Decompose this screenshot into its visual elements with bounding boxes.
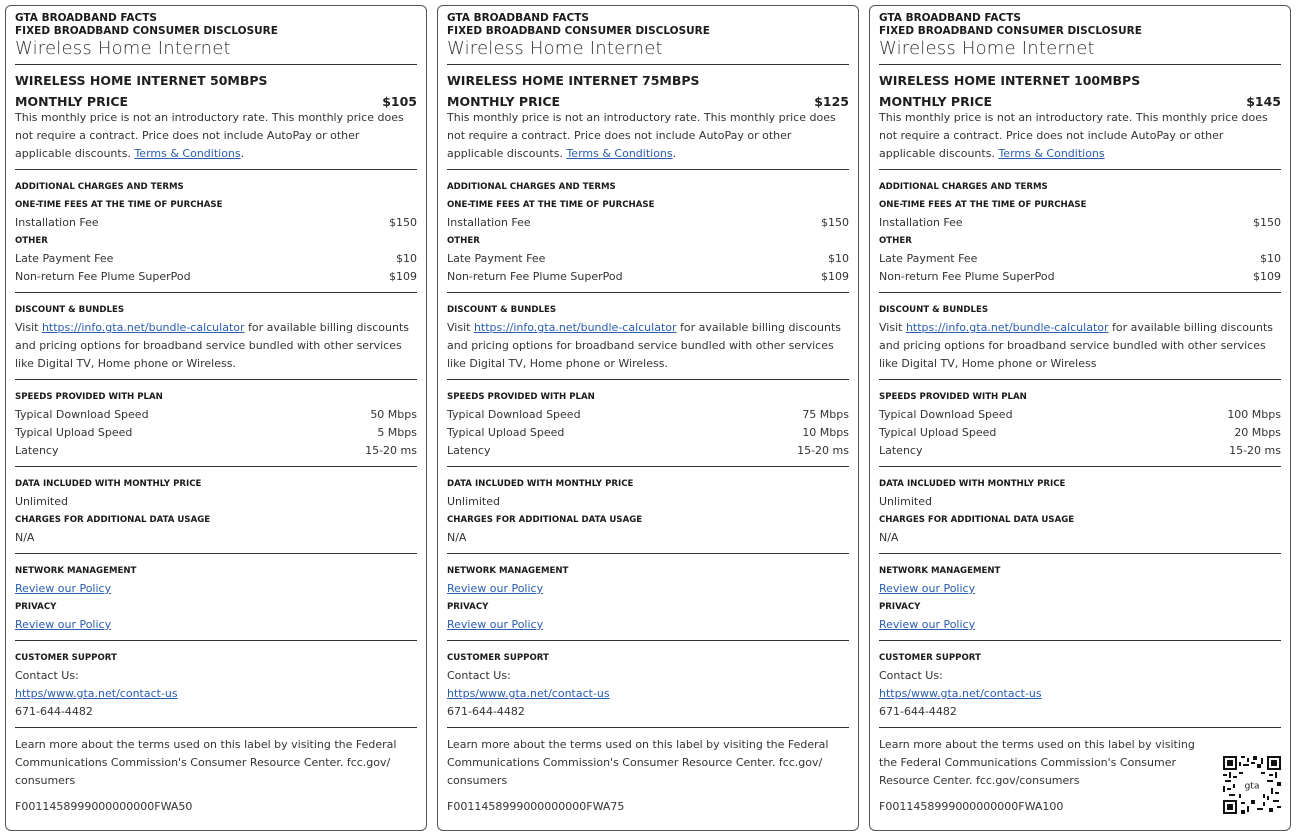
header-line2: FIXED BROADBAND CONSUMER DISCLOSURE bbox=[447, 25, 710, 37]
installation-fee-row bbox=[879, 214, 1281, 232]
installation-fee-value: $150 bbox=[821, 216, 849, 229]
download-label: Typical Download Speed bbox=[447, 408, 581, 421]
privacy-title: PRIVACY bbox=[15, 602, 57, 612]
label-id: F0011458999000000000FWA50 bbox=[15, 800, 193, 813]
discount-text bbox=[447, 319, 849, 373]
other-title: OTHER bbox=[15, 236, 48, 246]
late-fee-label: Late Payment Fee bbox=[879, 252, 978, 265]
other-title: OTHER bbox=[879, 236, 912, 246]
late-fee-row bbox=[15, 250, 417, 268]
upload-row bbox=[879, 424, 1281, 442]
download-value: 50 Mbps bbox=[370, 408, 417, 421]
fcc-footer-text: Learn more about the terms used on this label by visiting the Federal Communications Commission's Consumer Resource Center. fcc.gov/consumers bbox=[879, 738, 1195, 787]
one-time-fees-title: ONE-TIME FEES AT THE TIME OF PURCHASE bbox=[447, 200, 655, 210]
monthly-price-value: $105 bbox=[382, 94, 417, 109]
upload-value: 10 Mbps bbox=[802, 426, 849, 439]
latency-value: 15-20 ms bbox=[365, 444, 417, 457]
data-included-value: Unlimited bbox=[15, 495, 68, 508]
network-policy-link[interactable]: Review our Policy bbox=[447, 582, 544, 595]
data-included-value: Unlimited bbox=[879, 495, 932, 508]
divider bbox=[879, 64, 1281, 65]
broadband-label-75 bbox=[437, 5, 859, 831]
discount-text bbox=[15, 319, 417, 373]
contact-link[interactable]: https/www.gta.net/contact-us bbox=[879, 687, 1042, 700]
latency-label: Latency bbox=[447, 444, 491, 457]
speeds-title: SPEEDS PROVIDED WITH PLAN bbox=[879, 392, 1027, 402]
price-note-text: This monthly price is not an introductory rate. This monthly price does not require a contract. Price does not include AutoPay or other applicable discounts. bbox=[447, 111, 836, 160]
nonreturn-fee-value: $109 bbox=[389, 270, 417, 283]
nonreturn-fee-value: $109 bbox=[1253, 270, 1281, 283]
header-line2: FIXED BROADBAND CONSUMER DISCLOSURE bbox=[15, 25, 278, 37]
installation-fee-label: Installation Fee bbox=[447, 216, 531, 229]
contact-link[interactable]: https/www.gta.net/contact-us bbox=[15, 687, 178, 700]
discount-prefix: Visit bbox=[15, 321, 42, 334]
download-row bbox=[879, 406, 1281, 424]
upload-label: Typical Upload Speed bbox=[15, 426, 133, 439]
contact-label: Contact Us: bbox=[447, 669, 511, 682]
privacy-policy-link[interactable]: Review our Policy bbox=[15, 618, 112, 631]
installation-fee-value: $150 bbox=[1253, 216, 1281, 229]
late-fee-label: Late Payment Fee bbox=[447, 252, 546, 265]
plan-name: WIRELESS HOME INTERNET 50MBPS bbox=[15, 73, 268, 88]
nonreturn-fee-row bbox=[447, 268, 849, 286]
broadband-label-50 bbox=[5, 5, 427, 831]
network-management-title: NETWORK MANAGEMENT bbox=[15, 566, 137, 576]
privacy-title: PRIVACY bbox=[447, 602, 489, 612]
discount-title: DISCOUNT & BUNDLES bbox=[879, 305, 989, 315]
terms-link[interactable]: Terms & Conditions bbox=[998, 147, 1105, 160]
latency-label: Latency bbox=[879, 444, 923, 457]
monthly-price-row bbox=[447, 94, 849, 109]
fcc-footer-text: Learn more about the terms used on this label by visiting the Federal Communications Commission's Consumer Resource Center. fcc.gov/ consumers bbox=[15, 738, 397, 787]
additional-data-title: CHARGES FOR ADDITIONAL DATA USAGE bbox=[447, 515, 643, 525]
plan-name: WIRELESS HOME INTERNET 75MBPS bbox=[447, 73, 700, 88]
terms-link[interactable]: Terms & Conditions bbox=[134, 147, 241, 160]
support-phone: 671-644-4482 bbox=[15, 705, 93, 718]
nonreturn-fee-row bbox=[15, 268, 417, 286]
bundle-calculator-link[interactable]: https://info.gta.net/bundle-calculator bbox=[473, 321, 677, 334]
discount-title: DISCOUNT & BUNDLES bbox=[447, 305, 557, 315]
terms-link[interactable]: Terms & Conditions bbox=[566, 147, 673, 160]
data-included-title: DATA INCLUDED WITH MONTHLY PRICE bbox=[15, 479, 202, 489]
discount-suffix: for available billing discounts and pricing options for broadband service bundled with other services like Digital TV, Home phone or Wireless. bbox=[15, 321, 409, 370]
header-subtitle: Wireless Home Internet bbox=[15, 38, 231, 59]
additional-charges-title: ADDITIONAL CHARGES AND TERMS bbox=[15, 182, 184, 192]
installation-fee-label: Installation Fee bbox=[879, 216, 963, 229]
header-line1: GTA BROADBAND FACTS bbox=[447, 12, 589, 24]
qr-logo-text: gta bbox=[1244, 780, 1260, 792]
upload-value: 5 Mbps bbox=[377, 426, 417, 439]
additional-charges-title: ADDITIONAL CHARGES AND TERMS bbox=[447, 182, 616, 192]
speeds-title: SPEEDS PROVIDED WITH PLAN bbox=[15, 392, 163, 402]
price-note-text: This monthly price is not an introductory rate. This monthly price does not require a contract. Price does not include AutoPay or other applicable discounts. bbox=[879, 111, 1268, 160]
nonreturn-fee-row bbox=[879, 268, 1281, 286]
monthly-price-row bbox=[879, 94, 1281, 109]
customer-support-title: CUSTOMER SUPPORT bbox=[879, 653, 981, 663]
data-included-value: Unlimited bbox=[447, 495, 500, 508]
late-fee-value: $10 bbox=[1260, 252, 1281, 265]
label-id: F0011458999000000000FWA100 bbox=[879, 800, 1064, 813]
download-value: 100 Mbps bbox=[1227, 408, 1281, 421]
monthly-price-row bbox=[15, 94, 417, 109]
upload-label: Typical Upload Speed bbox=[447, 426, 565, 439]
discount-prefix: Visit bbox=[447, 321, 474, 334]
late-fee-value: $10 bbox=[396, 252, 417, 265]
additional-data-value: N/A bbox=[447, 531, 467, 544]
additional-data-title: CHARGES FOR ADDITIONAL DATA USAGE bbox=[879, 515, 1075, 525]
download-value: 75 Mbps bbox=[802, 408, 849, 421]
one-time-fees-title: ONE-TIME FEES AT THE TIME OF PURCHASE bbox=[879, 200, 1087, 210]
speeds-title: SPEEDS PROVIDED WITH PLAN bbox=[447, 392, 595, 402]
data-included-title: DATA INCLUDED WITH MONTHLY PRICE bbox=[879, 479, 1066, 489]
download-label: Typical Download Speed bbox=[15, 408, 149, 421]
discount-suffix: for available billing discounts and pricing options for broadband service bundled with other services like Digital TV, Home phone or Wireless. bbox=[447, 321, 841, 370]
contact-label: Contact Us: bbox=[15, 669, 79, 682]
monthly-price-label: MONTHLY PRICE bbox=[15, 94, 129, 109]
discount-text bbox=[879, 319, 1281, 373]
nonreturn-fee-label: Non-return Fee Plume SuperPod bbox=[447, 270, 623, 283]
installation-fee-value: $150 bbox=[389, 216, 417, 229]
download-row bbox=[15, 406, 417, 424]
network-policy-link[interactable]: Review our Policy bbox=[879, 582, 976, 595]
monthly-price-label: MONTHLY PRICE bbox=[447, 94, 561, 109]
monthly-price-value: $125 bbox=[814, 94, 849, 109]
header-subtitle: Wireless Home Internet bbox=[447, 38, 663, 59]
price-note bbox=[879, 109, 1281, 163]
price-note bbox=[15, 109, 417, 163]
contact-label: Contact Us: bbox=[879, 669, 943, 682]
price-note-text: This monthly price is not an introductory rate. This monthly price does not require a contract. Price does not include AutoPay or other applicable discounts. bbox=[15, 111, 404, 160]
privacy-policy-link[interactable]: Review our Policy bbox=[879, 618, 976, 631]
installation-fee-label: Installation Fee bbox=[15, 216, 99, 229]
additional-charges-title: ADDITIONAL CHARGES AND TERMS bbox=[879, 182, 1048, 192]
bundle-calculator-link[interactable]: https://info.gta.net/bundle-calculator bbox=[41, 321, 245, 334]
upload-value: 20 Mbps bbox=[1234, 426, 1281, 439]
late-fee-row bbox=[447, 250, 849, 268]
one-time-fees-title: ONE-TIME FEES AT THE TIME OF PURCHASE bbox=[15, 200, 223, 210]
privacy-title: PRIVACY bbox=[879, 602, 921, 612]
upload-label: Typical Upload Speed bbox=[879, 426, 997, 439]
bundle-calculator-link[interactable]: https://info.gta.net/bundle-calculator bbox=[905, 321, 1109, 334]
support-phone: 671-644-4482 bbox=[879, 705, 957, 718]
upload-row bbox=[15, 424, 417, 442]
latency-row bbox=[879, 442, 1281, 460]
terms-suffix: . bbox=[240, 147, 245, 160]
download-label: Typical Download Speed bbox=[879, 408, 1013, 421]
latency-row bbox=[15, 442, 417, 460]
additional-data-value: N/A bbox=[15, 531, 35, 544]
terms-suffix: . bbox=[672, 147, 677, 160]
broadband-label-100 bbox=[869, 5, 1291, 831]
late-fee-label: Late Payment Fee bbox=[15, 252, 114, 265]
latency-label: Latency bbox=[15, 444, 59, 457]
divider bbox=[447, 64, 849, 65]
discount-title: DISCOUNT & BUNDLES bbox=[15, 305, 125, 315]
network-management-title: NETWORK MANAGEMENT bbox=[447, 566, 569, 576]
privacy-policy-link[interactable]: Review our Policy bbox=[447, 618, 544, 631]
fcc-footer-text: Learn more about the terms used on this label by visiting the Federal Communications Commission's Consumer Resource Center. fcc.gov/ consumers bbox=[447, 738, 829, 787]
latency-value: 15-20 ms bbox=[1229, 444, 1281, 457]
header-subtitle: Wireless Home Internet bbox=[879, 38, 1095, 59]
monthly-price-label: MONTHLY PRICE bbox=[879, 94, 993, 109]
network-policy-link[interactable]: Review our Policy bbox=[15, 582, 112, 595]
download-row bbox=[447, 406, 849, 424]
support-phone: 671-644-4482 bbox=[447, 705, 525, 718]
additional-data-value: N/A bbox=[879, 531, 899, 544]
customer-support-title: CUSTOMER SUPPORT bbox=[447, 653, 549, 663]
monthly-price-value: $145 bbox=[1246, 94, 1281, 109]
price-note bbox=[447, 109, 849, 163]
label-id: F0011458999000000000FWA75 bbox=[447, 800, 625, 813]
header-line1: GTA BROADBAND FACTS bbox=[879, 12, 1021, 24]
data-included-title: DATA INCLUDED WITH MONTHLY PRICE bbox=[447, 479, 634, 489]
latency-value: 15-20 ms bbox=[797, 444, 849, 457]
customer-support-title: CUSTOMER SUPPORT bbox=[15, 653, 117, 663]
header-line2: FIXED BROADBAND CONSUMER DISCLOSURE bbox=[879, 25, 1142, 37]
installation-fee-row bbox=[447, 214, 849, 232]
installation-fee-row bbox=[15, 214, 417, 232]
additional-data-title: CHARGES FOR ADDITIONAL DATA USAGE bbox=[15, 515, 211, 525]
other-title: OTHER bbox=[447, 236, 480, 246]
plan-name: WIRELESS HOME INTERNET 100MBPS bbox=[879, 73, 1141, 88]
discount-prefix: Visit bbox=[879, 321, 906, 334]
late-fee-row bbox=[879, 250, 1281, 268]
nonreturn-fee-label: Non-return Fee Plume SuperPod bbox=[879, 270, 1055, 283]
qr-code-icon bbox=[1223, 756, 1281, 814]
late-fee-value: $10 bbox=[828, 252, 849, 265]
header-line1: GTA BROADBAND FACTS bbox=[15, 12, 157, 24]
divider bbox=[15, 64, 417, 65]
discount-suffix: for available billing discounts and pricing options for broadband service bundled with other services like Digital TV, Home phone or Wireless bbox=[879, 321, 1273, 370]
network-management-title: NETWORK MANAGEMENT bbox=[879, 566, 1001, 576]
nonreturn-fee-value: $109 bbox=[821, 270, 849, 283]
contact-link[interactable]: https/www.gta.net/contact-us bbox=[447, 687, 610, 700]
upload-row bbox=[447, 424, 849, 442]
latency-row bbox=[447, 442, 849, 460]
nonreturn-fee-label: Non-return Fee Plume SuperPod bbox=[15, 270, 191, 283]
